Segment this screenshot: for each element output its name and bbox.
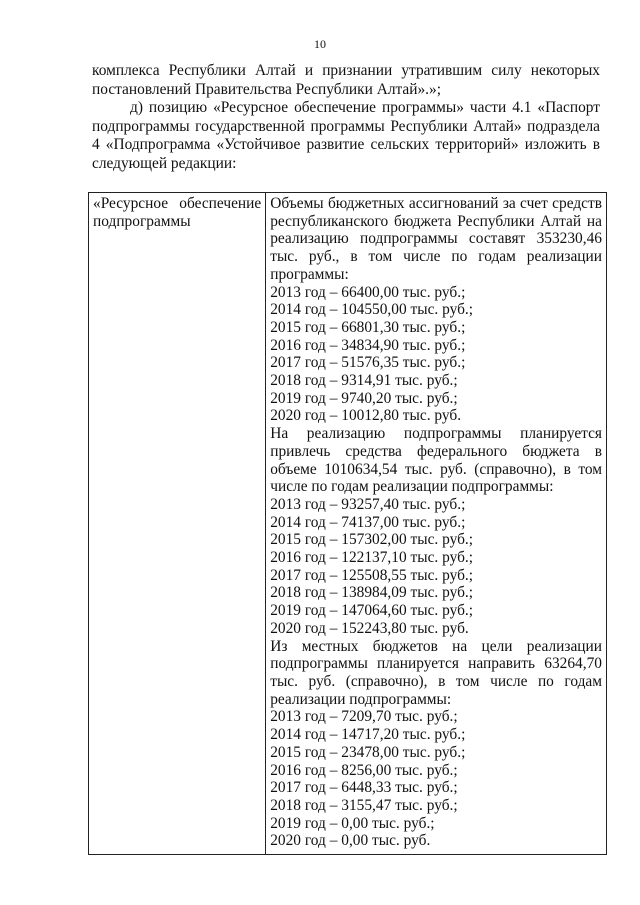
local-budget-years [270, 708, 602, 850]
year-line: 2018 год – 9314,91 тыс. руб.; [270, 372, 458, 390]
year-line: 2014 год – 104550,00 тыс. руб.; [270, 301, 474, 319]
page-number: 10 [314, 37, 326, 51]
year-line: 2016 год – 122137,10 тыс. руб.; [270, 549, 474, 567]
year-line: 2016 год – 8256,00 тыс. руб.; [270, 761, 458, 779]
year-line: 2014 год – 14717,20 тыс. руб.; [270, 726, 466, 744]
year-line: 2017 год – 51576,35 тыс. руб.; [270, 354, 466, 372]
federal-budget-text: На реализацию подпрограммы планируется привлечь средства федерального бюджета в объеме 1010634,54 тыс. руб. (справочно), в том числе по годам реализации подпрограммы: [270, 425, 602, 496]
document-body [92, 62, 600, 173]
year-line: 2015 год – 157302,00 тыс. руб.; [270, 531, 474, 549]
table-label-cell [89, 193, 266, 855]
year-line: 2013 год – 7209,70 тыс. руб.; [270, 708, 458, 726]
year-line: 2013 год – 66400,00 тыс. руб.; [270, 283, 466, 301]
table-row [89, 193, 607, 855]
federal-budget-years [270, 496, 602, 638]
year-line: 2019 год – 0,00 тыс. руб.; [270, 814, 435, 832]
year-line: 2013 год – 93257,40 тыс. руб.; [270, 495, 466, 513]
republic-budget-text: Объемы бюджетных ассигнований за счет средств республиканского бюджета Республики Алтай на реализацию подпрограммы составят 353230,46 тыс. руб., в том числе по годам реализации программы: [270, 195, 602, 283]
local-budget-text: Из местных бюджетов на цели реализации подпрограммы планируется направить 63264,70 тыс. руб. (справочно), в том числе по годам реализации подпрограммы: [270, 637, 602, 708]
republic-budget-years [270, 284, 602, 426]
year-line: 2018 год – 3155,47 тыс. руб.; [270, 796, 458, 814]
year-line: 2016 год – 34834,90 тыс. руб.; [270, 336, 466, 354]
year-line: 2017 год – 6448,33 тыс. руб.; [270, 779, 458, 797]
intro-paragraph-amendment: д) позицию «Ресурсное обеспечение программы» части 4.1 «Паспорт подпрограммы государственной программы Республики Алтай» подраздела 4 «Подпрограмма «Устойчивое развитие сельских территорий» изложить в следующей редакции: [92, 99, 600, 172]
table-content-cell [266, 193, 607, 855]
year-line: 2020 год – 10012,80 тыс. руб. [270, 407, 462, 425]
year-line: 2020 год – 0,00 тыс. руб. [270, 832, 431, 850]
resource-provision-label: «Ресурсное обеспечение подпрограммы [93, 195, 262, 230]
resource-provision-table [88, 192, 607, 855]
year-line: 2018 год – 138984,09 тыс. руб.; [270, 584, 474, 602]
intro-paragraph-continuation: комплекса Республики Алтай и признании утратившим силу некоторых постановлений Правительства Республики Алтай».»; [92, 62, 600, 98]
year-line: 2015 год – 66801,30 тыс. руб.; [270, 318, 466, 336]
year-line: 2019 год – 9740,20 тыс. руб.; [270, 389, 458, 407]
year-line: 2020 год – 152243,80 тыс. руб. [270, 619, 469, 637]
year-line: 2017 год – 125508,55 тыс. руб.; [270, 566, 474, 584]
year-line: 2019 год – 147064,60 тыс. руб.; [270, 602, 474, 620]
year-line: 2014 год – 74137,00 тыс. руб.; [270, 513, 466, 531]
year-line: 2015 год – 23478,00 тыс. руб.; [270, 743, 466, 761]
